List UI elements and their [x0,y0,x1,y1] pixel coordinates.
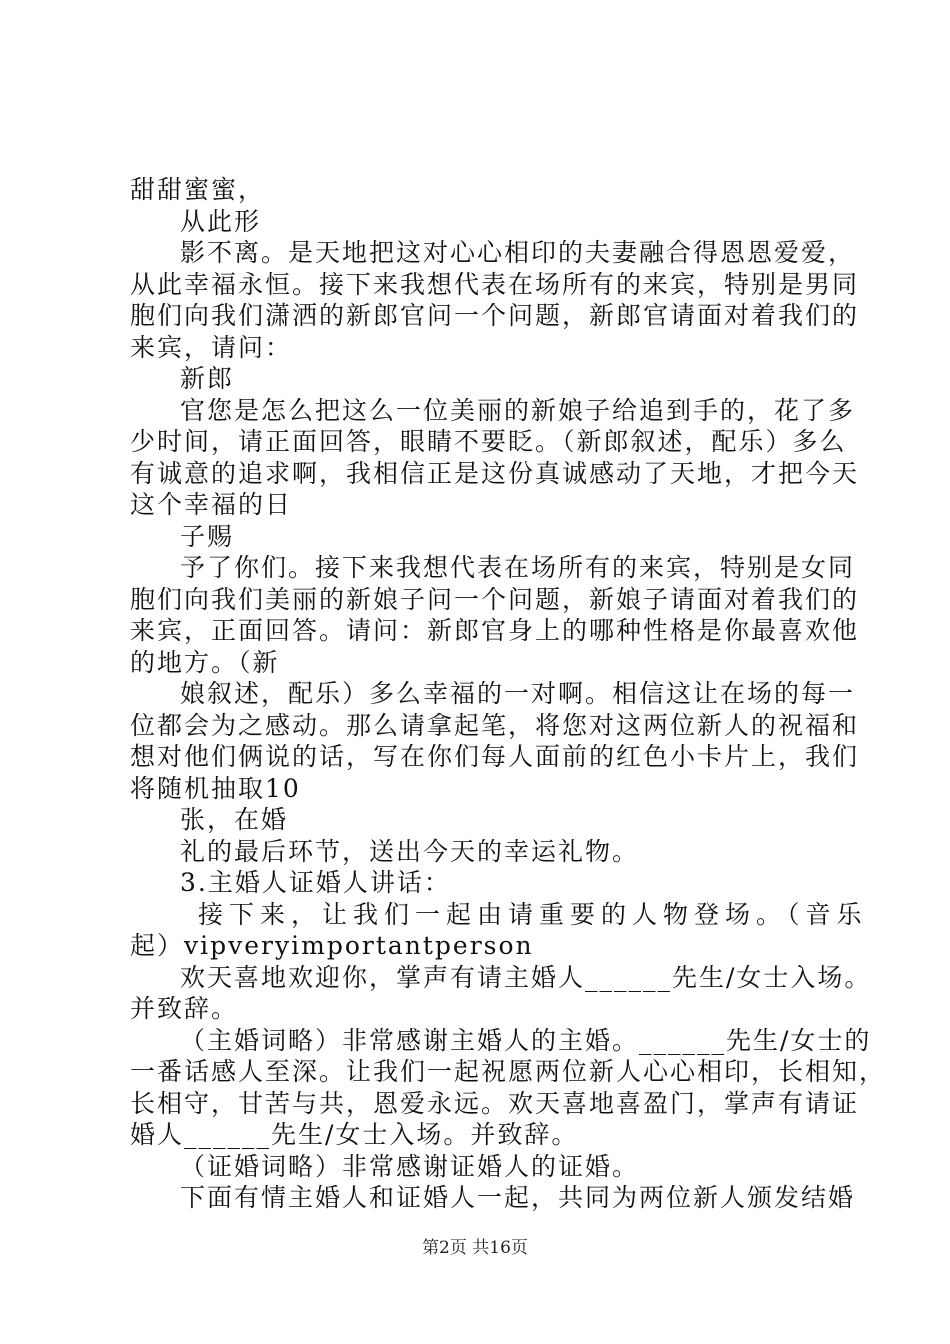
text-line: 子赐 [180,522,235,551]
text-line: 官您是怎么把这么一位美丽的新娘子给追到手的，花了多 [180,396,856,425]
text-line: 下面有情主婚人和证婚人一起，共同为两位新人颁发结婚 [180,1183,856,1212]
page-footer: 第2页 共16页 [422,1238,528,1258]
section-heading: 3.主婚人证婚人讲话： [180,868,451,897]
text-line: 礼的最后环节，送出今天的幸运礼物。 [180,837,640,866]
text-line: 从此形 [180,207,262,236]
text-line: 长相守，甘苦与共，恩爱永远。欢天喜地喜盈门，掌声有请证 [130,1089,860,1118]
text-line: （主婚词略）非常感谢主婚人的主婚。______先生/女士的 [180,1026,872,1055]
text-line: 从此幸福永恒。接下来我想代表在场所有的来宾，特别是男同 [130,270,860,299]
text-line: 来宾，请问： [130,333,293,362]
text-line: 欢天喜地欢迎你，掌声有请主婚人______先生/女士入场。 [180,963,872,992]
text-line: 娘叙述，配乐）多么幸福的一对啊。相信这让在场的每一 [180,679,856,708]
text-line: （证婚词略）非常感谢证婚人的证婚。 [180,1152,640,1181]
text-line: 少时间，请正面回答，眼睛不要眨。（新郎叙述，配乐）多么 [130,427,847,456]
text-line: 想对他们俩说的话，写在你们每人面前的红色小卡片上，我们 [130,742,860,771]
text-line: 甜甜蜜蜜， [130,175,266,204]
text-line: 并致辞。 [130,994,239,1023]
text-line: 予了你们。接下来我想代表在场所有的来宾，特别是女同 [180,553,856,582]
text-line: 将随机抽取10 [130,774,301,803]
text-line: 影不离。是天地把这对心心相印的夫妻融合得恩恩爱爱， [180,238,856,267]
text-line: 位都会为之感动。那么请拿起笔，将您对这两位新人的祝福和 [130,711,860,740]
text-line: 起）vipveryimportantperson [130,931,534,960]
text-line: 的地方。（新 [130,648,280,677]
text-line: 来宾，正面回答。请问：新郎官身上的哪种性格是你最喜欢他 [130,616,860,645]
text-line: 胞们向我们美丽的新娘子问一个问题，新娘子请面对着我们的 [130,585,860,614]
text-line: 新郎 [180,364,235,393]
text-line: 接下来，让我们一起由请重要的人物登场。（音乐 [198,900,868,929]
text-line: 胞们向我们潇洒的新郎官问一个问题，新郎官请面对着我们的 [130,301,860,330]
text-line: 这个幸福的日 [130,490,293,519]
text-line: 有诚意的追求啊，我相信正是这份真诚感动了天地，才把今天 [130,459,860,488]
text-line: 婚人______先生/女士入场。并致辞。 [130,1120,579,1149]
text-line: 一番话感人至深。让我们一起祝愿两位新人心心相印，长相知， [130,1057,887,1086]
text-line: 张，在婚 [180,805,289,834]
